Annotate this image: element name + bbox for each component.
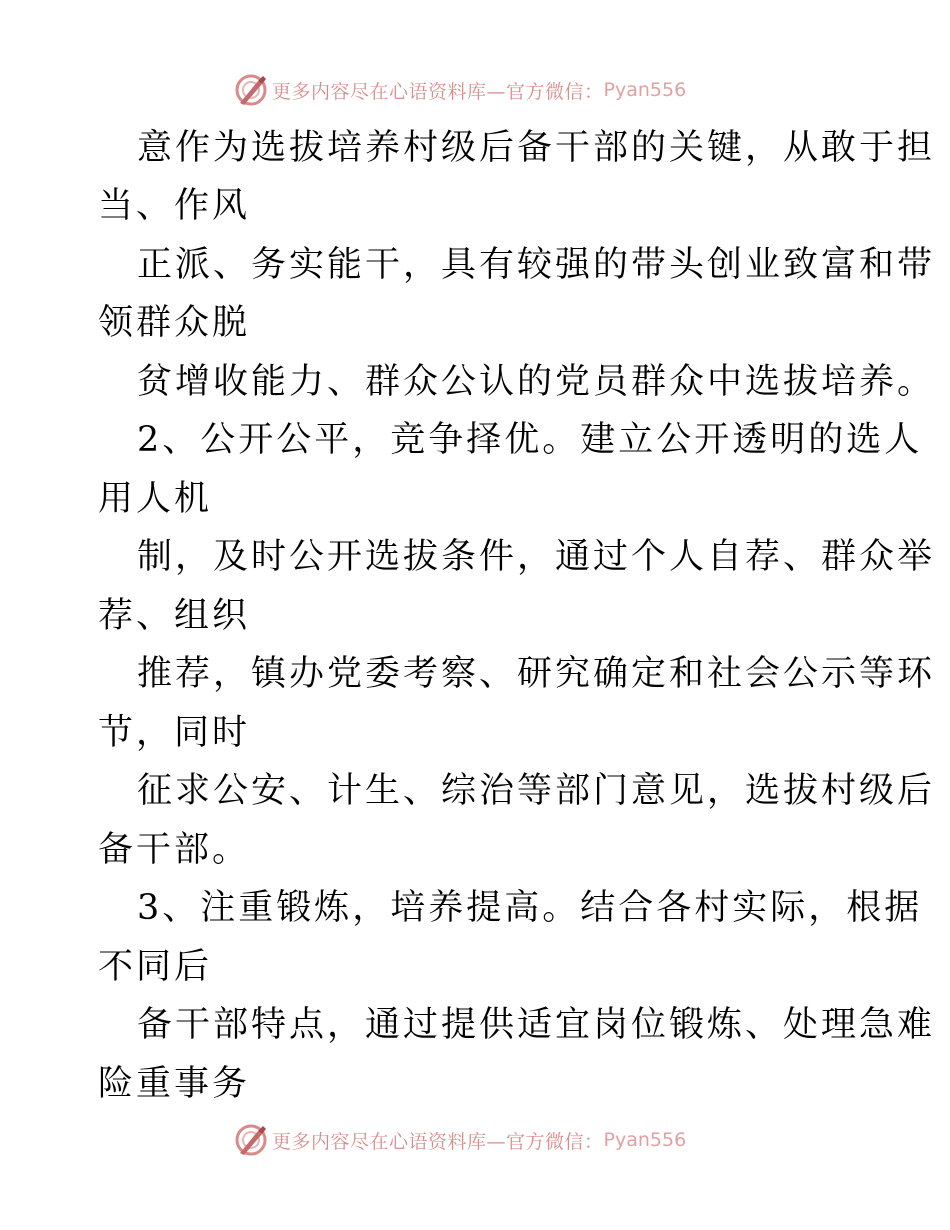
text-line: 不同后 [98, 947, 213, 987]
watermark-text: 更多内容尽在心语资料库—官方微信： [272, 1130, 604, 1153]
header-watermark [234, 72, 686, 108]
text-line: 贫增收能力、群众公认的党员群众中选拔培养。 [137, 362, 936, 402]
pen-logo-icon [234, 73, 268, 107]
text-line: 制，及时公开选拔条件，通过个人自荐、群众举 [137, 537, 936, 577]
text-line: 2、公开公平，竞争择优。建立公开透明的选人 [137, 420, 923, 460]
pen-logo-icon [234, 1123, 268, 1157]
watermark-wechat-id: Pyan556 [603, 1129, 687, 1151]
text-line: 荐、组织 [98, 596, 251, 636]
text-line: 征求公安、计生、综治等部门意见，选拔村级后 [137, 771, 936, 811]
text-line: 3、注重锻炼，培养提高。结合各村实际，根据 [137, 888, 923, 928]
footer-watermark [234, 1122, 686, 1158]
text-line: 意作为选拔培养村级后备干部的关键，从敢于担 [137, 128, 936, 168]
text-line: 险重事务 [98, 1064, 251, 1104]
text-line: 领群众脱 [98, 303, 251, 343]
text-line: 用人机 [98, 479, 213, 519]
text-line: 备干部特点，通过提供适宜岗位锻炼、处理急难 [137, 1005, 936, 1045]
watermark-wechat-id: Pyan556 [603, 79, 687, 101]
text-line: 节，同时 [98, 713, 251, 753]
text-line: 当、作风 [98, 186, 251, 226]
text-line: 推荐，镇办党委考察、研究确定和社会公示等环 [137, 654, 936, 694]
text-line: 备干部。 [98, 830, 251, 870]
text-line: 正派、务实能干，具有较强的带头创业致富和带 [137, 245, 936, 285]
watermark-text: 更多内容尽在心语资料库—官方微信： [272, 80, 604, 103]
